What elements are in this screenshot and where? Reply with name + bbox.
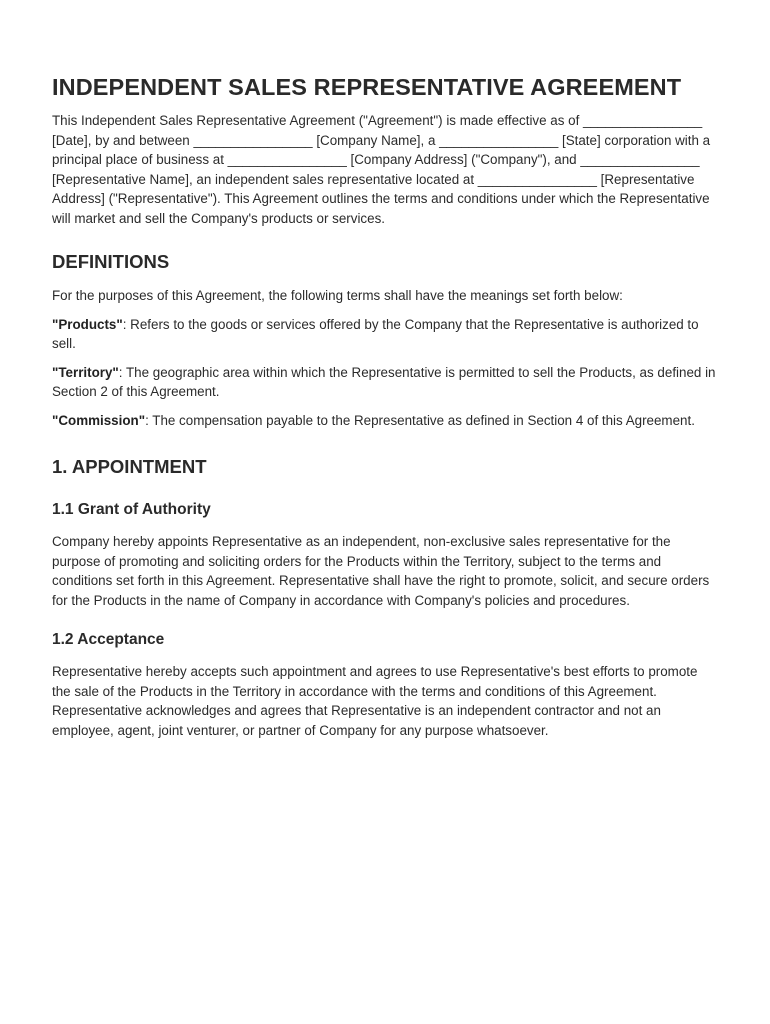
definition-text: : The geographic area within which the Representative is permitted to sell the Products, as defined in Section 2 of this Agreement. bbox=[52, 364, 716, 399]
definition-commission bbox=[52, 411, 718, 431]
definition-products bbox=[52, 315, 718, 354]
definitions-heading: DEFINITIONS bbox=[52, 251, 170, 272]
appointment-heading: 1. APPOINTMENT bbox=[52, 456, 207, 477]
intro-paragraph: This Independent Sales Representative Agreement ("Agreement") is made effective as of ________________ [Date], by and between ________________ [Company Name], a ________________ [State] corporation with a principal place of business at ________________ [Company Address] ("Company"), and ________________ [Representative Name], an independent sales representative located at ________________ [Representative Address] ("Representative"). This Agreement outlines the terms and conditions under which the Representative will market and sell the Company's products or services. bbox=[52, 113, 711, 226]
document-title: INDEPENDENT SALES REPRESENTATIVE AGREEMENT bbox=[52, 74, 682, 100]
grant-of-authority-heading: 1.1 Grant of Authority bbox=[52, 501, 211, 518]
definition-territory bbox=[52, 363, 718, 402]
definition-term: "Products" bbox=[52, 316, 123, 332]
acceptance-heading: 1.2 Acceptance bbox=[52, 631, 165, 648]
appointment-section bbox=[52, 455, 718, 740]
acceptance-text: Representative hereby accepts such appointment and agrees to use Representative's best efforts to promote the sale of the Products in the Territory in accordance with the terms and conditions of this Agreement. Representative acknowledges and agrees that Representative is an independent contractor and not an employee, agent, joint venturer, or partner of Company for any purpose whatsoever. bbox=[52, 664, 698, 738]
definitions-section bbox=[52, 250, 718, 430]
definition-term: "Commission" bbox=[52, 412, 146, 428]
grant-of-authority-text: Company hereby appoints Representative as an independent, non-exclusive sales representative for the purpose of promoting and soliciting orders for the Products within the Territory, subject to the terms and conditions set forth in this Agreement. Representative shall have the right to promote, solicit, and secure orders for the Products in the name of Company in accordance with Company's policies and procedures. bbox=[52, 534, 710, 608]
definition-text: : The compensation payable to the Representative as defined in Section 4 of this Agreement. bbox=[145, 412, 695, 428]
definition-term: "Territory" bbox=[52, 364, 119, 380]
definition-text: : Refers to the goods or services offered by the Company that the Representative is authorized to sell. bbox=[52, 316, 699, 351]
definitions-lead: For the purposes of this Agreement, the following terms shall have the meanings set forth below: bbox=[52, 288, 623, 303]
